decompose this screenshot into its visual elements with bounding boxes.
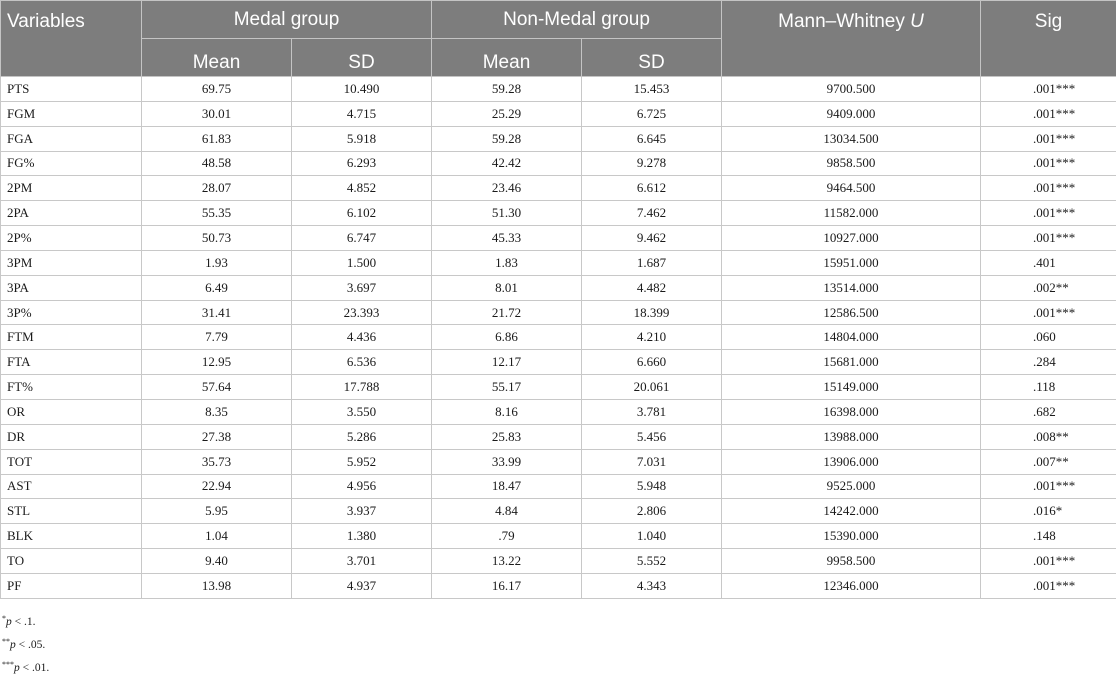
cell-mann-whitney-u: 13988.000 — [722, 424, 981, 449]
cell-non-medal-mean: 18.47 — [432, 474, 582, 499]
table-row — [1, 77, 1116, 102]
cell-medal-mean: 7.79 — [142, 325, 292, 350]
cell-variable: AST — [1, 474, 142, 499]
footnote-3-mark: *** — [2, 660, 14, 669]
cell-mann-whitney-u: 15149.000 — [722, 375, 981, 400]
cell-medal-mean: 30.01 — [142, 101, 292, 126]
cell-mann-whitney-u: 12586.500 — [722, 300, 981, 325]
cell-non-medal-mean: 23.46 — [432, 176, 582, 201]
cell-variable: 2PA — [1, 201, 142, 226]
table-header — [1, 1, 1116, 77]
header-variables: Variables — [1, 1, 142, 77]
cell-sig: .001*** — [981, 474, 1116, 499]
footnote-1-p: p — [6, 616, 12, 628]
cell-medal-mean: 48.58 — [142, 151, 292, 176]
cell-medal-sd: 6.102 — [292, 201, 432, 226]
cell-medal-mean: 6.49 — [142, 275, 292, 300]
cell-medal-mean: 31.41 — [142, 300, 292, 325]
cell-medal-sd: 5.952 — [292, 449, 432, 474]
cell-non-medal-sd: 1.040 — [582, 524, 722, 549]
cell-medal-sd: 3.701 — [292, 549, 432, 574]
cell-medal-sd: 3.550 — [292, 399, 432, 424]
cell-mann-whitney-u: 15951.000 — [722, 250, 981, 275]
cell-sig: .148 — [981, 524, 1116, 549]
cell-non-medal-mean: 59.28 — [432, 77, 582, 102]
header-sig: Sig — [981, 1, 1116, 77]
cell-non-medal-sd: 6.645 — [582, 126, 722, 151]
table-row — [1, 126, 1116, 151]
cell-mann-whitney-u: 10927.000 — [722, 226, 981, 251]
cell-medal-mean: 28.07 — [142, 176, 292, 201]
cell-non-medal-sd: 5.552 — [582, 549, 722, 574]
footnote-1-mark: * — [2, 614, 6, 623]
cell-non-medal-sd: 5.948 — [582, 474, 722, 499]
cell-variable: DR — [1, 424, 142, 449]
cell-sig: .001*** — [981, 176, 1116, 201]
cell-variable: FTA — [1, 350, 142, 375]
cell-non-medal-mean: 51.30 — [432, 201, 582, 226]
cell-mann-whitney-u: 13514.000 — [722, 275, 981, 300]
cell-mann-whitney-u: 9464.500 — [722, 176, 981, 201]
cell-medal-sd: 5.286 — [292, 424, 432, 449]
footnote-2-text: < .05. — [16, 639, 46, 651]
header-non-medal-group: Non-Medal group — [432, 1, 722, 39]
cell-medal-mean: 9.40 — [142, 549, 292, 574]
cell-sig: .008** — [981, 424, 1116, 449]
cell-sig: .001*** — [981, 573, 1116, 598]
table-row — [1, 449, 1116, 474]
cell-non-medal-mean: 25.29 — [432, 101, 582, 126]
cell-variable: 3P% — [1, 300, 142, 325]
cell-sig: .001*** — [981, 101, 1116, 126]
table-row — [1, 399, 1116, 424]
cell-medal-mean: 57.64 — [142, 375, 292, 400]
cell-non-medal-sd: 9.278 — [582, 151, 722, 176]
table-row — [1, 499, 1116, 524]
header-mann-whitney-u: U — [910, 11, 924, 32]
footnotes — [2, 609, 49, 678]
cell-sig: .284 — [981, 350, 1116, 375]
cell-mann-whitney-u: 13034.500 — [722, 126, 981, 151]
table-row — [1, 573, 1116, 598]
footnote-2-p: p — [10, 639, 16, 651]
footnote-1-text: < .1. — [12, 616, 36, 628]
table-row — [1, 275, 1116, 300]
footnote-3-text: < .01. — [20, 662, 50, 674]
cell-non-medal-mean: 8.16 — [432, 399, 582, 424]
cell-non-medal-sd: 6.612 — [582, 176, 722, 201]
cell-non-medal-mean: 16.17 — [432, 573, 582, 598]
cell-medal-mean: 61.83 — [142, 126, 292, 151]
cell-medal-sd: 17.788 — [292, 375, 432, 400]
footnote-3-p: p — [14, 662, 20, 674]
cell-non-medal-mean: 59.28 — [432, 126, 582, 151]
cell-variable: 2PM — [1, 176, 142, 201]
cell-medal-sd: 4.436 — [292, 325, 432, 350]
cell-mann-whitney-u: 9858.500 — [722, 151, 981, 176]
cell-sig: .060 — [981, 325, 1116, 350]
cell-non-medal-mean: 4.84 — [432, 499, 582, 524]
cell-mann-whitney-u: 11582.000 — [722, 201, 981, 226]
header-medal-mean: Mean — [142, 39, 292, 77]
cell-medal-mean: 8.35 — [142, 399, 292, 424]
table-row — [1, 524, 1116, 549]
cell-variable: 3PM — [1, 250, 142, 275]
header-medal-sd: SD — [292, 39, 432, 77]
cell-non-medal-sd: 7.031 — [582, 449, 722, 474]
cell-medal-mean: 69.75 — [142, 77, 292, 102]
cell-sig: .016* — [981, 499, 1116, 524]
table-row — [1, 350, 1116, 375]
cell-mann-whitney-u: 12346.000 — [722, 573, 981, 598]
cell-sig: .118 — [981, 375, 1116, 400]
cell-variable: FG% — [1, 151, 142, 176]
table-row — [1, 101, 1116, 126]
cell-mann-whitney-u: 14804.000 — [722, 325, 981, 350]
cell-variable: FGA — [1, 126, 142, 151]
cell-non-medal-sd: 6.660 — [582, 350, 722, 375]
cell-mann-whitney-u: 14242.000 — [722, 499, 981, 524]
cell-medal-sd: 3.697 — [292, 275, 432, 300]
cell-sig: .001*** — [981, 300, 1116, 325]
cell-mann-whitney-u: 9409.000 — [722, 101, 981, 126]
cell-non-medal-sd: 4.210 — [582, 325, 722, 350]
cell-non-medal-mean: 55.17 — [432, 375, 582, 400]
table-row — [1, 375, 1116, 400]
cell-mann-whitney-u: 15390.000 — [722, 524, 981, 549]
cell-medal-sd: 10.490 — [292, 77, 432, 102]
table-body — [1, 77, 1116, 599]
cell-non-medal-mean: 12.17 — [432, 350, 582, 375]
table-row — [1, 201, 1116, 226]
cell-variable: OR — [1, 399, 142, 424]
cell-sig: .001*** — [981, 151, 1116, 176]
cell-non-medal-mean: 21.72 — [432, 300, 582, 325]
cell-medal-sd: 6.747 — [292, 226, 432, 251]
cell-sig: .001*** — [981, 201, 1116, 226]
footnote-2 — [2, 632, 49, 655]
cell-medal-mean: 50.73 — [142, 226, 292, 251]
cell-non-medal-mean: 1.83 — [432, 250, 582, 275]
cell-non-medal-mean: 8.01 — [432, 275, 582, 300]
cell-variable: FT% — [1, 375, 142, 400]
cell-medal-sd: 4.956 — [292, 474, 432, 499]
table-row — [1, 151, 1116, 176]
cell-variable: PTS — [1, 77, 142, 102]
cell-non-medal-sd: 9.462 — [582, 226, 722, 251]
cell-sig: .007** — [981, 449, 1116, 474]
cell-non-medal-sd: 2.806 — [582, 499, 722, 524]
cell-non-medal-mean: .79 — [432, 524, 582, 549]
cell-medal-mean: 35.73 — [142, 449, 292, 474]
cell-non-medal-sd: 20.061 — [582, 375, 722, 400]
header-mann-whitney — [722, 1, 981, 77]
cell-medal-sd: 5.918 — [292, 126, 432, 151]
header-mann-whitney-text: Mann–Whitney — [778, 11, 910, 32]
cell-non-medal-sd: 7.462 — [582, 201, 722, 226]
cell-mann-whitney-u: 16398.000 — [722, 399, 981, 424]
cell-medal-mean: 5.95 — [142, 499, 292, 524]
cell-mann-whitney-u: 9958.500 — [722, 549, 981, 574]
cell-mann-whitney-u: 13906.000 — [722, 449, 981, 474]
cell-medal-sd: 4.852 — [292, 176, 432, 201]
cell-non-medal-sd: 4.482 — [582, 275, 722, 300]
cell-mann-whitney-u: 9700.500 — [722, 77, 981, 102]
cell-medal-mean: 27.38 — [142, 424, 292, 449]
cell-medal-sd: 6.536 — [292, 350, 432, 375]
cell-non-medal-sd: 5.456 — [582, 424, 722, 449]
cell-medal-sd: 3.937 — [292, 499, 432, 524]
cell-medal-mean: 12.95 — [142, 350, 292, 375]
cell-non-medal-mean: 13.22 — [432, 549, 582, 574]
footnote-1 — [2, 609, 49, 632]
header-non-medal-mean: Mean — [432, 39, 582, 77]
cell-medal-sd: 1.380 — [292, 524, 432, 549]
cell-mann-whitney-u: 9525.000 — [722, 474, 981, 499]
cell-non-medal-sd: 15.453 — [582, 77, 722, 102]
cell-variable: FTM — [1, 325, 142, 350]
cell-medal-mean: 22.94 — [142, 474, 292, 499]
cell-non-medal-sd: 4.343 — [582, 573, 722, 598]
header-non-medal-sd: SD — [582, 39, 722, 77]
cell-variable: PF — [1, 573, 142, 598]
table-row — [1, 325, 1116, 350]
table-row — [1, 176, 1116, 201]
cell-non-medal-sd: 3.781 — [582, 399, 722, 424]
cell-sig: .682 — [981, 399, 1116, 424]
cell-sig: .401 — [981, 250, 1116, 275]
cell-medal-mean: 1.93 — [142, 250, 292, 275]
table-row — [1, 549, 1116, 574]
cell-non-medal-sd: 6.725 — [582, 101, 722, 126]
cell-non-medal-mean: 6.86 — [432, 325, 582, 350]
cell-variable: TO — [1, 549, 142, 574]
cell-medal-sd: 6.293 — [292, 151, 432, 176]
cell-medal-mean: 13.98 — [142, 573, 292, 598]
table-row — [1, 474, 1116, 499]
table-row — [1, 424, 1116, 449]
header-medal-group: Medal group — [142, 1, 432, 39]
cell-mann-whitney-u: 15681.000 — [722, 350, 981, 375]
cell-medal-sd: 4.715 — [292, 101, 432, 126]
cell-variable: 2P% — [1, 226, 142, 251]
footnote-2-mark: ** — [2, 637, 10, 646]
table-row — [1, 226, 1116, 251]
cell-variable: TOT — [1, 449, 142, 474]
cell-sig: .001*** — [981, 77, 1116, 102]
cell-medal-sd: 1.500 — [292, 250, 432, 275]
cell-variable: BLK — [1, 524, 142, 549]
cell-variable: FGM — [1, 101, 142, 126]
cell-sig: .001*** — [981, 226, 1116, 251]
cell-non-medal-mean: 25.83 — [432, 424, 582, 449]
cell-medal-mean: 55.35 — [142, 201, 292, 226]
cell-non-medal-mean: 33.99 — [432, 449, 582, 474]
cell-sig: .002** — [981, 275, 1116, 300]
cell-sig: .001*** — [981, 549, 1116, 574]
cell-variable: STL — [1, 499, 142, 524]
table-row — [1, 250, 1116, 275]
cell-medal-sd: 4.937 — [292, 573, 432, 598]
table-row — [1, 300, 1116, 325]
cell-non-medal-mean: 45.33 — [432, 226, 582, 251]
cell-non-medal-sd: 1.687 — [582, 250, 722, 275]
cell-non-medal-sd: 18.399 — [582, 300, 722, 325]
cell-medal-sd: 23.393 — [292, 300, 432, 325]
cell-medal-mean: 1.04 — [142, 524, 292, 549]
cell-non-medal-mean: 42.42 — [432, 151, 582, 176]
cell-sig: .001*** — [981, 126, 1116, 151]
cell-variable: 3PA — [1, 275, 142, 300]
